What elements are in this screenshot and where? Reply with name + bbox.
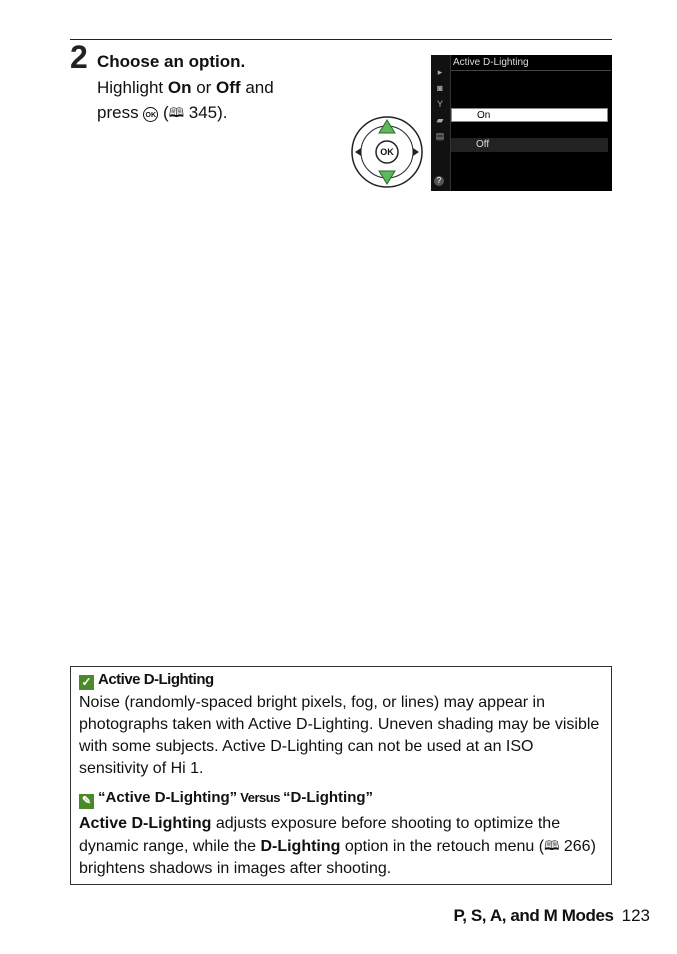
menu-option-on[interactable]: On <box>451 108 608 122</box>
multi-selector-dial <box>350 115 424 189</box>
note-text: option in the retouch menu ( <box>340 838 545 855</box>
playback-tab-icon: ▸ <box>437 67 443 77</box>
note-text: 266) brightens shadows in images after shooting. <box>79 838 596 877</box>
step-text-part: press <box>97 103 144 122</box>
book-icon: 🕮 <box>168 105 185 120</box>
step-number: 2 <box>70 39 88 75</box>
note-term: Active D-Lighting <box>79 815 212 832</box>
page-footer <box>453 906 650 926</box>
camera-menu-screen <box>431 55 612 191</box>
option-off-label: Off <box>216 78 241 97</box>
setup-tab-icon: Y <box>436 99 443 109</box>
step-text-part: and <box>240 78 274 97</box>
step-title: Choose an option. <box>97 52 246 71</box>
check-icon: ✓ <box>79 675 94 690</box>
note-body: Noise (randomly-spaced bright pixels, fog, or lines) may appear in photographs taken with Active D-Lighting. Uneven shading may be visible with some subjects. Active D-Lighting can not be used at an ISO sensitivity of Hi 1. <box>79 694 600 777</box>
note-heading <box>79 789 373 809</box>
note-term: D-Lighting <box>260 838 341 855</box>
note-title: Active D-Lighting <box>98 671 214 688</box>
step-instructions <box>97 75 337 125</box>
note-title: “Active D-Lighting” <box>98 789 238 806</box>
menu-tab-sidebar <box>431 55 451 191</box>
pencil-icon: ✎ <box>79 794 94 809</box>
step-text-part: Highlight <box>97 78 168 97</box>
note-body <box>79 813 607 880</box>
recent-tab-icon: ▤ <box>435 131 445 141</box>
help-icon: ? <box>434 176 444 186</box>
divider <box>451 70 611 71</box>
note-heading <box>79 671 214 690</box>
option-on-label: On <box>167 78 192 97</box>
menu-option-off[interactable]: Off <box>451 138 608 152</box>
retouch-tab-icon: ▰ <box>436 115 444 125</box>
ok-label: OK <box>380 147 394 157</box>
step-text-part: or <box>191 78 217 97</box>
page-reference: 345). <box>184 103 228 122</box>
notes-box <box>70 666 612 885</box>
page-number: 123 <box>621 906 650 925</box>
ok-button-icon: OK <box>143 107 158 122</box>
camera-menu-title: Active D-Lighting <box>453 57 529 68</box>
note-title: “D-Lighting” <box>283 789 374 806</box>
step-text-part: ( <box>158 103 169 122</box>
shooting-tab-icon: ◙ <box>437 83 443 93</box>
top-rule <box>70 39 612 40</box>
note-title: Versus <box>237 790 284 805</box>
note-text: adjusts exposure before shooting to optimize the dynamic range, while the <box>79 815 561 855</box>
section-name: P, S, A, and M Modes <box>453 906 614 925</box>
book-icon: 🕮 <box>544 838 560 853</box>
